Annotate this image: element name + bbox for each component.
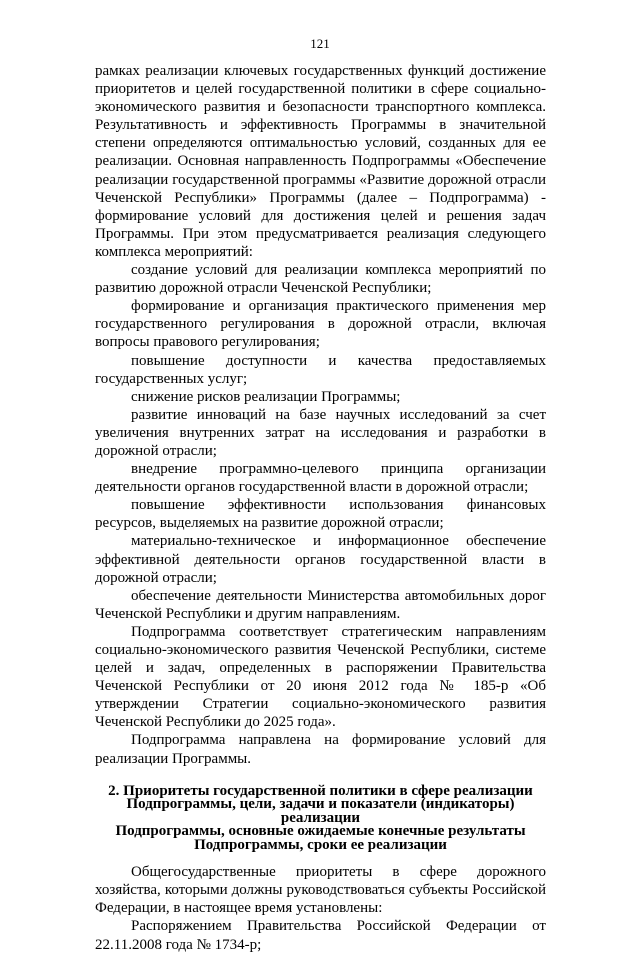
list-item: развитие инноваций на базе научных исследований за счет увеличения внутренних затрат на исследования и разработки в дорожной отрасли; xyxy=(95,406,546,459)
priorities-paragraph: Общегосударственные приоритеты в сфере дорожного хозяйства, которыми должны руководствоваться субъекты Российской Федерации, в настоящее время установлены: xyxy=(95,864,546,917)
list-item: внедрение программно-целевого принципа организации деятельности органов государственной власти в дорожной отрасли; xyxy=(95,461,546,496)
list-item: обеспечение деятельности Министерства автомобильных дорог Чеченской Республики и другим направлениям. xyxy=(95,587,546,622)
list-item: снижение рисков реализации Программы; xyxy=(131,388,401,405)
page-number: 121 xyxy=(310,36,330,51)
list-item: повышение доступности и качества предоставляемых государственных услуг; xyxy=(95,352,546,387)
section-heading-line: 2. Приоритеты государственной политики в сфере реализации xyxy=(108,782,533,799)
document-body xyxy=(95,62,546,954)
list-item: формирование и организация практического применения мер государственного регулирования в дорожной отрасли, включая вопросы правового регулирования; xyxy=(95,298,546,351)
section-heading xyxy=(95,782,546,853)
list-item: материально-техническое и информационное обеспечение эффективной деятельности органов государственной власти в дорожной отрасли; xyxy=(95,533,546,586)
decree-paragraph: Распоряжением Правительства Российской Федерации от 22.11.2008 года № 1734-р; xyxy=(95,918,546,953)
intro-paragraph: рамках реализации ключевых государственных функций достижение приоритетов и целей государственной политики в сфере социально-экономического развития и безопасности транспортного комплекса. Результативность и эффективность Программы в значительной степени определяются оптимальностью условий, созданных для ее реализации. Основная направленность Подпрограммы «Обеспечение реализации государственной программы «Развитие дорожной отрасли Чеченской Республики» Программы (далее – Подпрограмма) - формирование условий для достижения целей и решения задач Программы. При этом предусматривается реализация следующего комплекса мероприятий: xyxy=(95,63,546,260)
section-heading-line: Подпрограммы, основные ожидаемые конечные результаты xyxy=(115,823,526,840)
list-item: повышение эффективности использования финансовых ресурсов, выделяемых на развитие дорожной отрасли; xyxy=(95,497,546,532)
list-item: создание условий для реализации комплекса мероприятий по развитию дорожной отрасли Чеченской Республики; xyxy=(95,262,546,297)
section-heading-line: Подпрограммы, цели, задачи и показатели (индикаторы) реализации xyxy=(126,796,515,826)
aim-paragraph: Подпрограмма направлена на формирование условий для реализации Программы. xyxy=(95,732,546,767)
strategy-paragraph: Подпрограмма соответствует стратегическим направлениям социально-экономического развития Чеченской Республики, системе целей и задач, определенных в распоряжении Правительства Чеченской Республики от 20 июня 2012 года № 185-р «Об утверждении Стратегии социально-экономического развития Чеченской Республики до 2025 года». xyxy=(95,623,546,731)
section-heading-line: Подпрограммы, сроки ее реализации xyxy=(194,836,447,853)
